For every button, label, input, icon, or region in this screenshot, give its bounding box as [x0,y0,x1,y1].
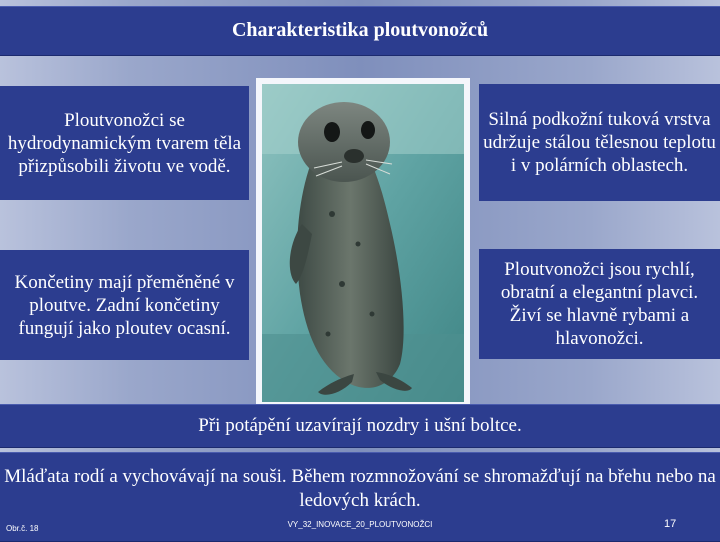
seal-photo-frame [256,78,470,408]
text-box-bottom-right [479,249,720,359]
middle-text: Při potápění uzavírají nozdry i ušní boltce. [198,415,522,436]
text-top-right: Silná podkožní tuková vrstva udržuje stálou tělesnou teplotu i v polárních oblastech. [483,109,716,176]
bottom-text: Mláďata rodí a vychovávají na souši. Během rozmnožování se shromažďují na břehu nebo na ledových krách. [4,466,716,511]
text-bottom-left: Končetiny mají přeměněné v ploutve. Zadní končetiny fungují jako ploutev ocasní. [14,271,235,339]
text-box-top-right [479,84,720,201]
slide-title: Charakteristika ploutvonožců [231,19,489,41]
footer-label: VY_32_INOVACE_20_PLOUTVONOŽCI [287,520,433,529]
text-box-top-left [0,86,249,200]
text-box-bottom-left [0,250,249,360]
text-top-left: Ploutvonožci se hydrodynamickým tvarem těla přizpůsobili životu ve vodě. [7,109,242,177]
middle-bar [0,404,720,448]
text-bottom-right: Ploutvonožci jsou rychlí, obratní a elegantní plavci. Živí se hlavně rybami a hlavonožci. [500,259,699,349]
page-number: 17 [664,518,677,530]
seal-photo [262,84,464,402]
title-bar [0,6,720,56]
image-caption: Obr.č. 18 [6,524,39,533]
